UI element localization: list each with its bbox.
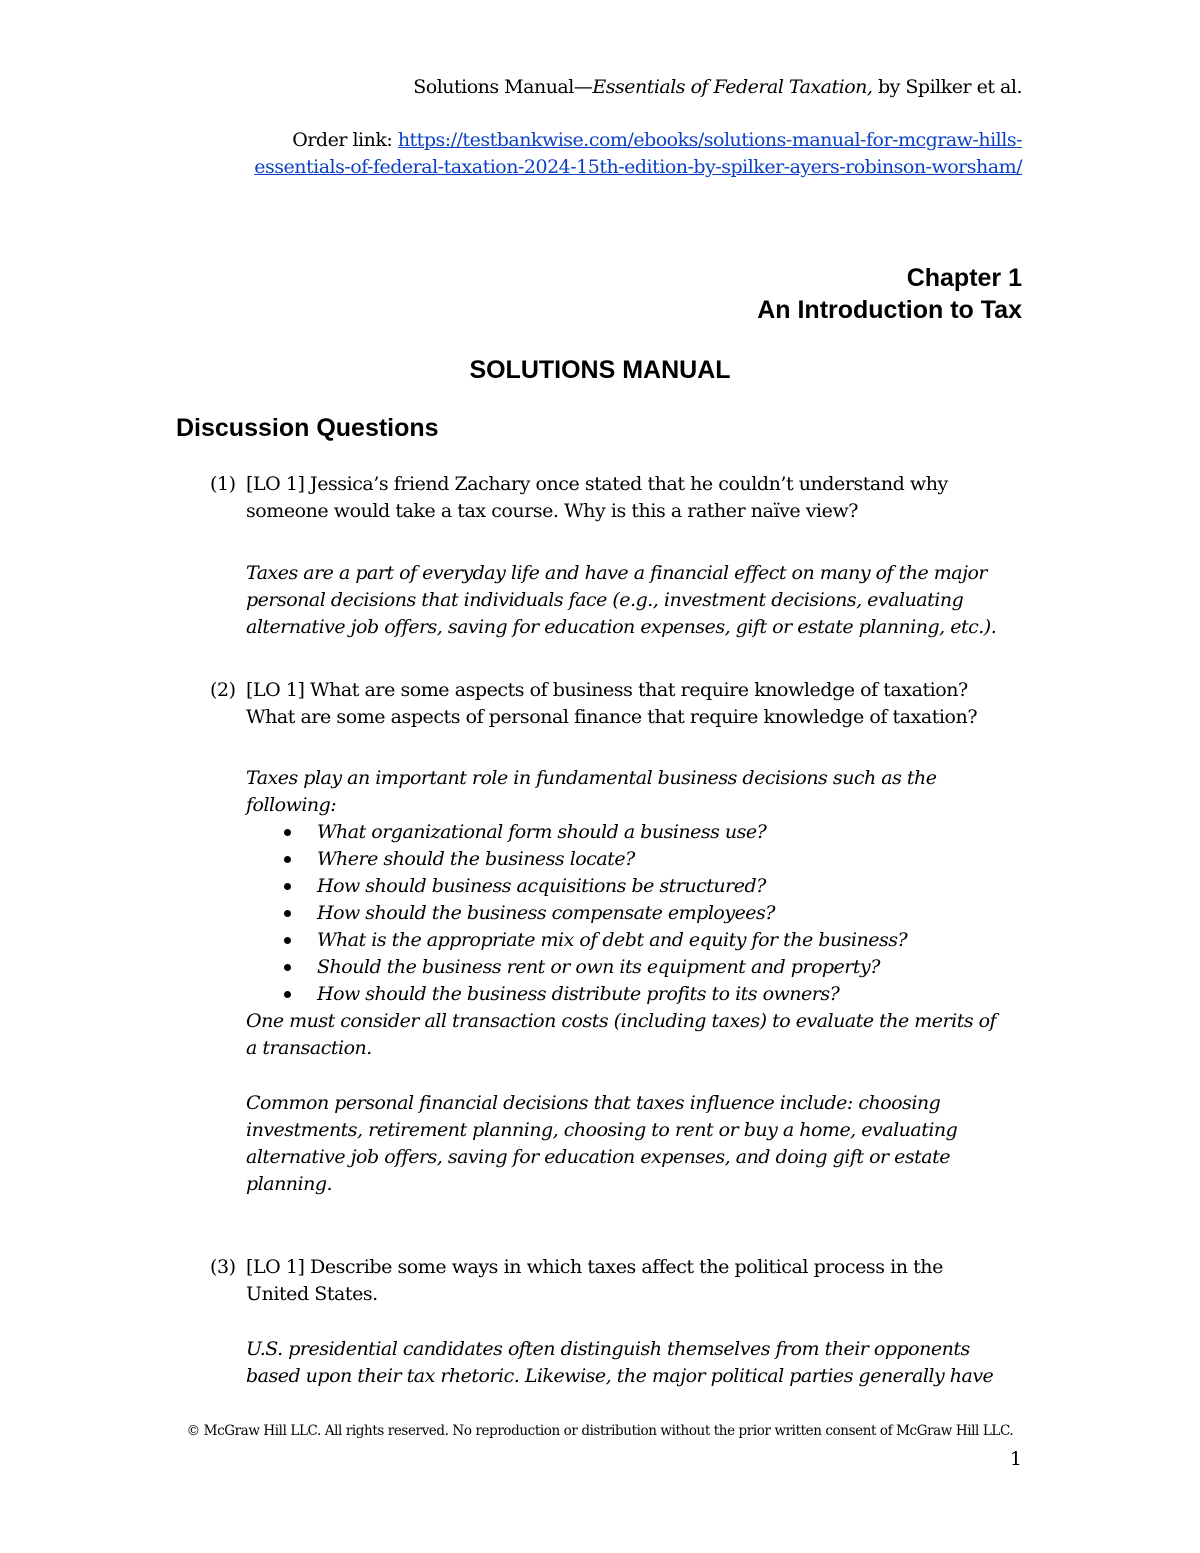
answer-line: Taxes play an important role in fundamental business decisions such as the — [246, 767, 937, 789]
answer-line: alternative job offers, saving for education expenses, gift or estate planning, etc.). — [246, 616, 997, 638]
answer-2-intro — [246, 765, 1036, 819]
answer-line: U.S. presidential candidates often distinguish themselves from their opponents — [246, 1338, 970, 1360]
question-text-line: [LO 1] Describe some ways in which taxes affect the political process in the — [246, 1256, 943, 1278]
question-text-line: [LO 1] Jessica’s friend Zachary once stated that he couldn’t understand why — [246, 473, 948, 495]
copyright-footer: © McGraw Hill LLC. All rights reserved. No reproduction or distribution without the prior written consent of McGraw Hill LLC. — [186, 1423, 1014, 1439]
answer-1 — [246, 560, 1036, 641]
answer-line: Taxes are a part of everyday life and have a financial effect on many of the major — [246, 562, 988, 584]
order-link-continued[interactable]: essentials-of-federal-taxation-2024-15th-edition-by-spilker-ayers-robinson-worsham/ — [254, 156, 1022, 178]
question-number: (1) — [210, 473, 236, 495]
answer-3 — [246, 1336, 1036, 1390]
bullet-icon — [284, 910, 291, 917]
list-item: What organizational form should a business use? — [246, 819, 1026, 846]
question-number: (2) — [210, 679, 236, 701]
question-2 — [210, 677, 1000, 731]
page-number: 1 — [1009, 1448, 1022, 1470]
manual-title: SOLUTIONS MANUAL — [469, 356, 731, 384]
answer-2-personal — [246, 1090, 1036, 1198]
question-text-line: someone would take a tax course. Why is this a rather naïve view? — [246, 500, 859, 522]
question-text-line: [LO 1] What are some aspects of business that require knowledge of taxation? — [246, 679, 968, 701]
answer-2-conclusion — [246, 1008, 1036, 1062]
section-heading: Discussion Questions — [176, 414, 439, 442]
answer-line: a transaction. — [246, 1037, 372, 1059]
question-text-line: What are some aspects of personal finance that require knowledge of taxation? — [246, 706, 978, 728]
header-suffix: by Spilker et al. — [872, 76, 1022, 98]
header-book-title: Essentials of Federal Taxation, — [592, 76, 873, 98]
bullet-icon — [284, 991, 291, 998]
list-item: How should business acquisitions be structured? — [246, 873, 1026, 900]
list-item: How should the business compensate employees? — [246, 900, 1026, 927]
order-link-line-2 — [254, 154, 1022, 180]
order-link-label: Order link: — [292, 129, 398, 151]
order-link-line-1 — [292, 127, 1022, 153]
bullet-icon — [284, 937, 291, 944]
answer-line: alternative job offers, saving for education expenses, and doing gift or estate — [246, 1146, 950, 1168]
header-prefix: Solutions Manual— — [413, 76, 593, 98]
list-item: Should the business rent or own its equipment and property? — [246, 954, 1026, 981]
answer-line: personal decisions that individuals face (e.g., investment decisions, evaluating — [246, 589, 964, 611]
bullet-icon — [284, 883, 291, 890]
bullet-icon — [284, 964, 291, 971]
answer-line: One must consider all transaction costs (including taxes) to evaluate the merits of — [246, 1010, 997, 1032]
list-item: How should the business distribute profits to its owners? — [246, 981, 1026, 1008]
question-1 — [210, 471, 1000, 525]
running-header — [413, 74, 1022, 100]
question-text-line: United States. — [246, 1283, 378, 1305]
bullet-icon — [284, 856, 291, 863]
answer-line: investments, retirement planning, choosing to rent or buy a home, evaluating — [246, 1119, 958, 1141]
bullet-icon — [284, 829, 291, 836]
question-3 — [210, 1254, 1000, 1308]
answer-line: planning. — [246, 1173, 333, 1195]
order-link[interactable]: https://testbankwise.com/ebooks/solutions-manual-for-mcgraw-hills- — [397, 129, 1022, 151]
answer-line: following: — [246, 794, 337, 816]
question-number: (3) — [210, 1256, 236, 1278]
chapter-number: Chapter 1 — [906, 264, 1022, 292]
chapter-title: An Introduction to Tax — [757, 296, 1022, 324]
answer-line: Common personal financial decisions that taxes influence include: choosing — [246, 1092, 941, 1114]
list-item: What is the appropriate mix of debt and equity for the business? — [246, 927, 1026, 954]
answer-line: based upon their tax rhetoric. Likewise, the major political parties generally have — [246, 1365, 994, 1387]
business-decisions-list — [246, 819, 1026, 1008]
list-item: Where should the business locate? — [246, 846, 1026, 873]
